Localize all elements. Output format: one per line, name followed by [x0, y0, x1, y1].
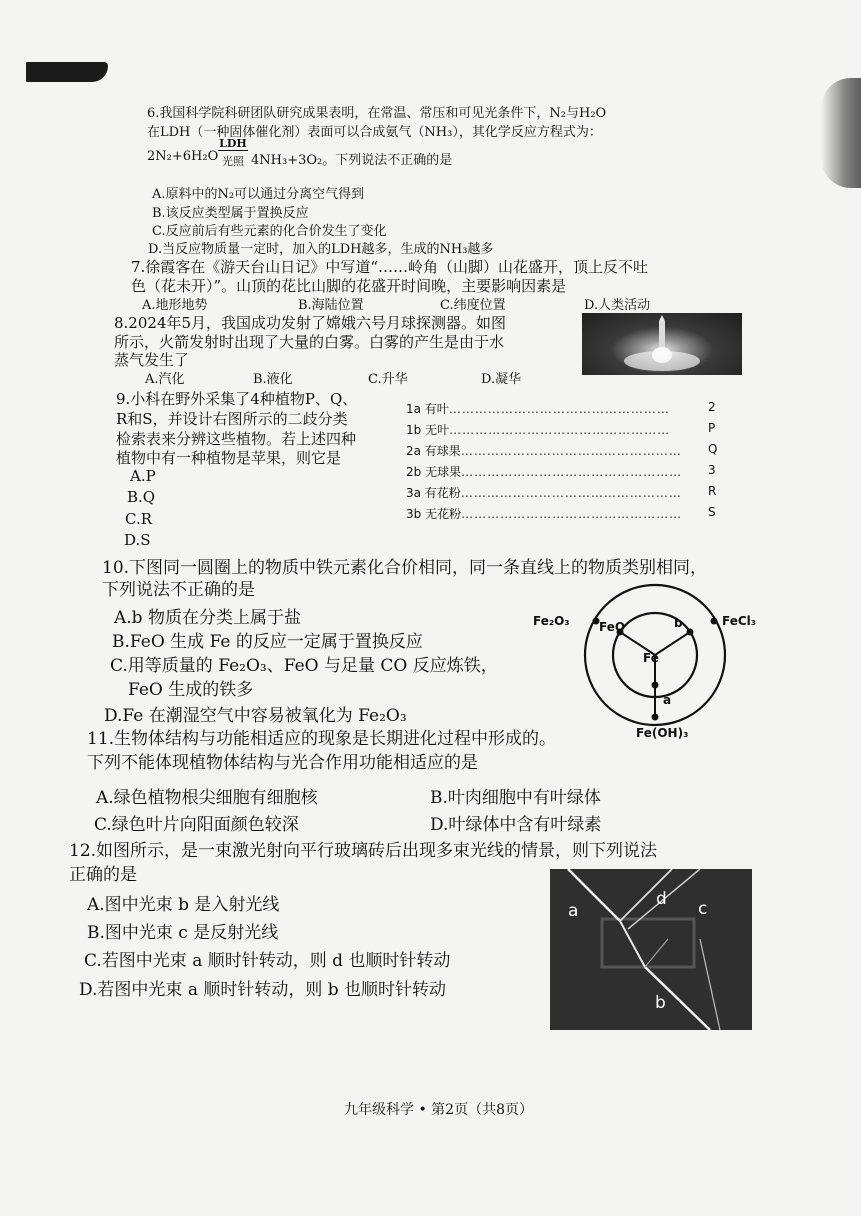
rocket-icon: [582, 313, 742, 375]
fe2o3-label: Fe₂O₃: [533, 614, 570, 628]
rocket-launch-photo: [582, 313, 742, 375]
q11-option-c: C.绿色叶片向阳面颜色较深: [94, 815, 299, 835]
q6-equation-right: 4NH₃+3O₂。下列说法不正确的是: [251, 153, 453, 168]
q10-option-c-line1: C.用等质量的 Fe₂O₃、FeO 与足量 CO 反应炼铁，: [110, 656, 498, 676]
scan-mark: [26, 62, 108, 82]
fe-label: Fe: [643, 651, 659, 665]
q6-line1: 6.我国科学院科研团队研究成果表明，在常温、常压和可见光条件下，N₂与H₂O: [147, 106, 607, 121]
q10-line2: 下列说法不正确的是: [102, 580, 255, 600]
q6-option-c: C.反应前后有些元素的化合价发生了变化: [152, 224, 387, 239]
key-result: 3: [708, 463, 716, 477]
feoh3-label: Fe(OH)₃: [636, 726, 689, 740]
q8-option-c: C.升华: [368, 372, 408, 387]
key-result: R: [708, 484, 717, 498]
key-result: P: [708, 421, 716, 435]
q9-line4: 植物中有一种植物是苹果，则它是: [116, 449, 342, 467]
q12-line2: 正确的是: [69, 865, 137, 885]
q6-line2: 在LDH（一种固体催化剂）表面可以合成氨气（NH₃），其化学反应方程式为：: [147, 125, 602, 140]
q11-option-b: B.叶肉细胞中有叶绿体: [430, 788, 601, 808]
q7-option-a: A.地形地势: [142, 298, 208, 313]
beam-label-a: a: [568, 901, 579, 921]
q9-line3: 检索表来分辨这些植物。若上述四种: [116, 430, 357, 448]
q7-option-c: C.纬度位置: [440, 298, 506, 313]
q10-option-b: B.FeO 生成 Fe 的反应一定属于置换反应: [112, 632, 423, 652]
q9-option-d: D.S: [124, 531, 151, 549]
beam-label-d: d: [656, 889, 667, 909]
q8-option-d: D.凝华: [481, 372, 522, 387]
q9-line1: 9.小科在野外采集了4种植物P、Q、: [116, 390, 358, 408]
q8-line1: 8.2024年5月，我国成功发射了嫦娥六号月球探测器。如图: [114, 314, 507, 332]
key-row: 2a 有球果……………………………………………: [406, 444, 682, 458]
q9-option-b: B.Q: [127, 488, 156, 506]
q11-option-a: A.绿色植物根尖细胞有细胞核: [96, 788, 318, 808]
q12-option-b: B.图中光束 c 是反射光线: [87, 923, 279, 943]
feo-label: FeO: [599, 620, 626, 634]
q6-condition: 光照: [222, 155, 244, 168]
q8-option-b: B.液化: [253, 372, 293, 387]
key-row: 2b 无球果……………………………………………: [406, 465, 683, 479]
q8-line2: 所示，火箭发射时出现了大量的白雾。白雾的产生是由于水: [114, 333, 505, 351]
key-result: 2: [708, 400, 716, 414]
key-row: 3a 有花粉……………………………………………: [406, 486, 682, 500]
fecl3-label: FeCl₃: [722, 614, 757, 628]
laser-beams-illustration: [550, 869, 752, 1030]
q7-option-b: B.海陆位置: [298, 298, 364, 313]
q8-option-a: A.汽化: [145, 372, 185, 387]
key-row: 1b 无叶……………………………………………: [406, 423, 671, 437]
q6-option-a: A.原料中的N₂可以通过分离空气得到: [152, 187, 365, 202]
q9-option-a: A.P: [130, 467, 156, 485]
q12-option-c: C.若图中光束 a 顺时针转动，则 d 也顺时针转动: [84, 951, 451, 971]
beam-label-b: b: [655, 993, 666, 1013]
q8-line3: 蒸气发生了: [114, 351, 190, 369]
q11-line2: 下列不能体现植物体结构与光合作用功能相适应的是: [87, 753, 478, 773]
q12-line1: 12.如图所示，是一束激光射向平行玻璃砖后出现多束光线的情景，则下列说法: [69, 841, 658, 861]
laser-glass-photo: [550, 869, 752, 1030]
q10-option-d: D.Fe 在潮湿空气中容易被氧化为 Fe₂O₃: [104, 706, 407, 726]
key-row: 1a 有叶……………………………………………: [406, 402, 670, 416]
beam-label-c: c: [698, 899, 708, 919]
q10-line1: 10.下图同一圆圈上的物质中铁元素化合价相同，同一条直线上的物质类别相同，: [102, 558, 708, 578]
q10-option-a: A.b 物质在分类上属于盐: [114, 608, 301, 628]
q12-option-d: D.若图中光束 a 顺时针转动，则 b 也顺时针转动: [79, 980, 447, 1000]
q6-equation-left: 2N₂+6H₂O: [147, 149, 219, 164]
key-result: Q: [708, 442, 718, 456]
a-label: a: [663, 693, 672, 707]
q7-line2: 色（花未开）”。山顶的花比山脚的花盛开时间晚，主要影响因素是: [131, 277, 567, 295]
q11-line1: 11.生物体结构与功能相适应的现象是长期进化过程中形成的。: [87, 729, 557, 749]
q7-line1: 7.徐霞客在《游天台山日记》中写道“……岭角（山脚）山花盛开，顶上反不吐: [131, 258, 648, 276]
q9-line2: R和S，并设计右图所示的二歧分类: [116, 410, 348, 428]
q7-option-d: D.人类活动: [584, 298, 651, 313]
q6-option-d: D.当反应物质量一定时，加入的LDH越多，生成的NH₃越多: [148, 242, 494, 257]
q9-option-c: C.R: [125, 510, 153, 528]
q12-option-a: A.图中光束 b 是入射光线: [87, 895, 280, 915]
key-row: 3b 无花粉……………………………………………: [406, 507, 683, 521]
q11-option-d: D.叶绿体中含有叶绿素: [430, 815, 602, 835]
page-edge-shadow: [821, 78, 861, 188]
iron-compounds-diagram: [560, 580, 760, 740]
key-result: S: [708, 505, 716, 519]
q6-catalyst: LDH: [219, 137, 247, 150]
b-label: b: [674, 616, 683, 630]
page-footer: 九年级科学 • 第2页（共8页）: [344, 1102, 533, 1118]
q6-option-b: B.该反应类型属于置换反应: [152, 206, 309, 221]
q10-option-c-line2: FeO 生成的铁多: [128, 680, 254, 700]
